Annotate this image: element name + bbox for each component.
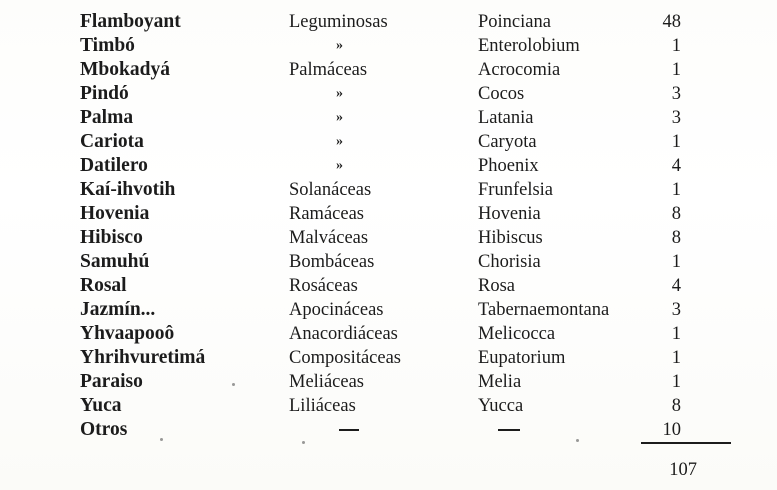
genus-cell: Phoenix [478, 156, 539, 176]
genus-cell: Yucca [478, 396, 524, 416]
table-row [0, 346, 777, 370]
family-cell: Ramáceas [289, 204, 364, 224]
table-row [0, 418, 777, 442]
species-table [0, 10, 777, 442]
genus-cell: Hovenia [478, 204, 541, 224]
table-row [0, 178, 777, 202]
table-row [0, 298, 777, 322]
count-cell: 1 [671, 252, 681, 272]
genus-cell: Enterolobium [478, 36, 580, 56]
table-row [0, 34, 777, 58]
common-name-cell: Yhvaapooô [80, 323, 175, 344]
table-row [0, 130, 777, 154]
genus-cell: Melia [478, 372, 522, 392]
common-name-cell: Jazmín... [80, 299, 156, 320]
count-cell: 1 [671, 36, 681, 56]
table-row [0, 82, 777, 106]
family-cell: Anacordiáceas [289, 324, 398, 344]
genus-cell: Latania [478, 108, 534, 128]
count-cell: 8 [671, 204, 681, 224]
count-cell: 8 [671, 228, 681, 248]
family-cell: Leguminosas [289, 12, 388, 32]
family-cell: Meliáceas [289, 372, 364, 392]
common-name-cell: Pindó [80, 83, 129, 104]
count-cell: 1 [671, 180, 681, 200]
table-row [0, 322, 777, 346]
table-row [0, 394, 777, 418]
count-cell: 1 [671, 372, 681, 392]
common-name-cell: Samuhú [80, 251, 150, 272]
count-cell: 1 [671, 324, 681, 344]
count-cell: 8 [671, 396, 681, 416]
ditto-mark: » [336, 86, 343, 101]
count-cell: 4 [671, 276, 681, 296]
ink-speck [232, 383, 235, 386]
genus-cell: Frunfelsia [478, 180, 554, 200]
genus-cell: Melicocca [478, 324, 556, 344]
common-name-cell: Timbó [80, 35, 135, 56]
table-row [0, 58, 777, 82]
common-name-cell: Flamboyant [80, 11, 181, 32]
common-name-cell: Palma [80, 107, 134, 128]
ink-speck [160, 438, 163, 441]
genus-cell: Chorisia [478, 252, 541, 272]
family-cell: Malváceas [289, 228, 369, 248]
family-cell: Bombáceas [289, 252, 375, 272]
family-cell: Liliáceas [289, 396, 356, 416]
genus-cell: Poinciana [478, 12, 551, 32]
family-cell: Rosáceas [289, 276, 358, 296]
common-name-cell: Rosal [80, 275, 127, 296]
table-row [0, 226, 777, 250]
genus-column-end-dash [498, 429, 520, 431]
table-row [0, 154, 777, 178]
common-name-cell: Datilero [80, 155, 148, 176]
genus-cell: Cocos [478, 84, 525, 104]
count-cell: 1 [671, 132, 681, 152]
count-cell: 10 [662, 420, 681, 440]
common-name-cell: Mbokadyá [80, 59, 170, 80]
common-name-cell: Hovenia [80, 203, 150, 224]
table-row [0, 274, 777, 298]
total-rule [641, 442, 731, 444]
table-row [0, 250, 777, 274]
common-name-cell: Hibisco [80, 227, 143, 248]
common-name-cell: Kaí-ihvotih [80, 179, 176, 200]
table-row [0, 202, 777, 226]
genus-cell: Acrocomia [478, 60, 561, 80]
ink-speck [302, 441, 305, 444]
grand-total: 107 [669, 460, 697, 480]
family-column-end-dash [339, 429, 359, 431]
genus-cell: Eupatorium [478, 348, 566, 368]
count-cell: 3 [671, 300, 681, 320]
family-cell: Solanáceas [289, 180, 372, 200]
common-name-cell: Yhrihvuretimá [80, 347, 206, 368]
common-name-cell: Yuca [80, 395, 122, 416]
ditto-mark: » [336, 134, 343, 149]
count-cell: 4 [671, 156, 681, 176]
ink-speck [576, 439, 579, 442]
count-cell: 1 [671, 348, 681, 368]
family-cell: Apocináceas [289, 300, 384, 320]
genus-cell: Tabernaemontana [478, 300, 610, 320]
table-row [0, 10, 777, 34]
ditto-mark: » [336, 110, 343, 125]
count-cell: 1 [671, 60, 681, 80]
common-name-cell: Paraiso [80, 371, 143, 392]
ditto-mark: » [336, 158, 343, 173]
table-row [0, 370, 777, 394]
genus-cell: Hibiscus [478, 228, 543, 248]
common-name-cell: Otros [80, 419, 128, 440]
family-cell: Compositáceas [289, 348, 402, 368]
table-row [0, 106, 777, 130]
ditto-mark: » [336, 38, 343, 53]
family-cell: Palmáceas [289, 60, 368, 80]
count-cell: 48 [662, 12, 681, 32]
count-cell: 3 [671, 108, 681, 128]
count-cell: 3 [671, 84, 681, 104]
genus-cell: Caryota [478, 132, 537, 152]
genus-cell: Rosa [478, 276, 515, 296]
common-name-cell: Cariota [80, 131, 144, 152]
